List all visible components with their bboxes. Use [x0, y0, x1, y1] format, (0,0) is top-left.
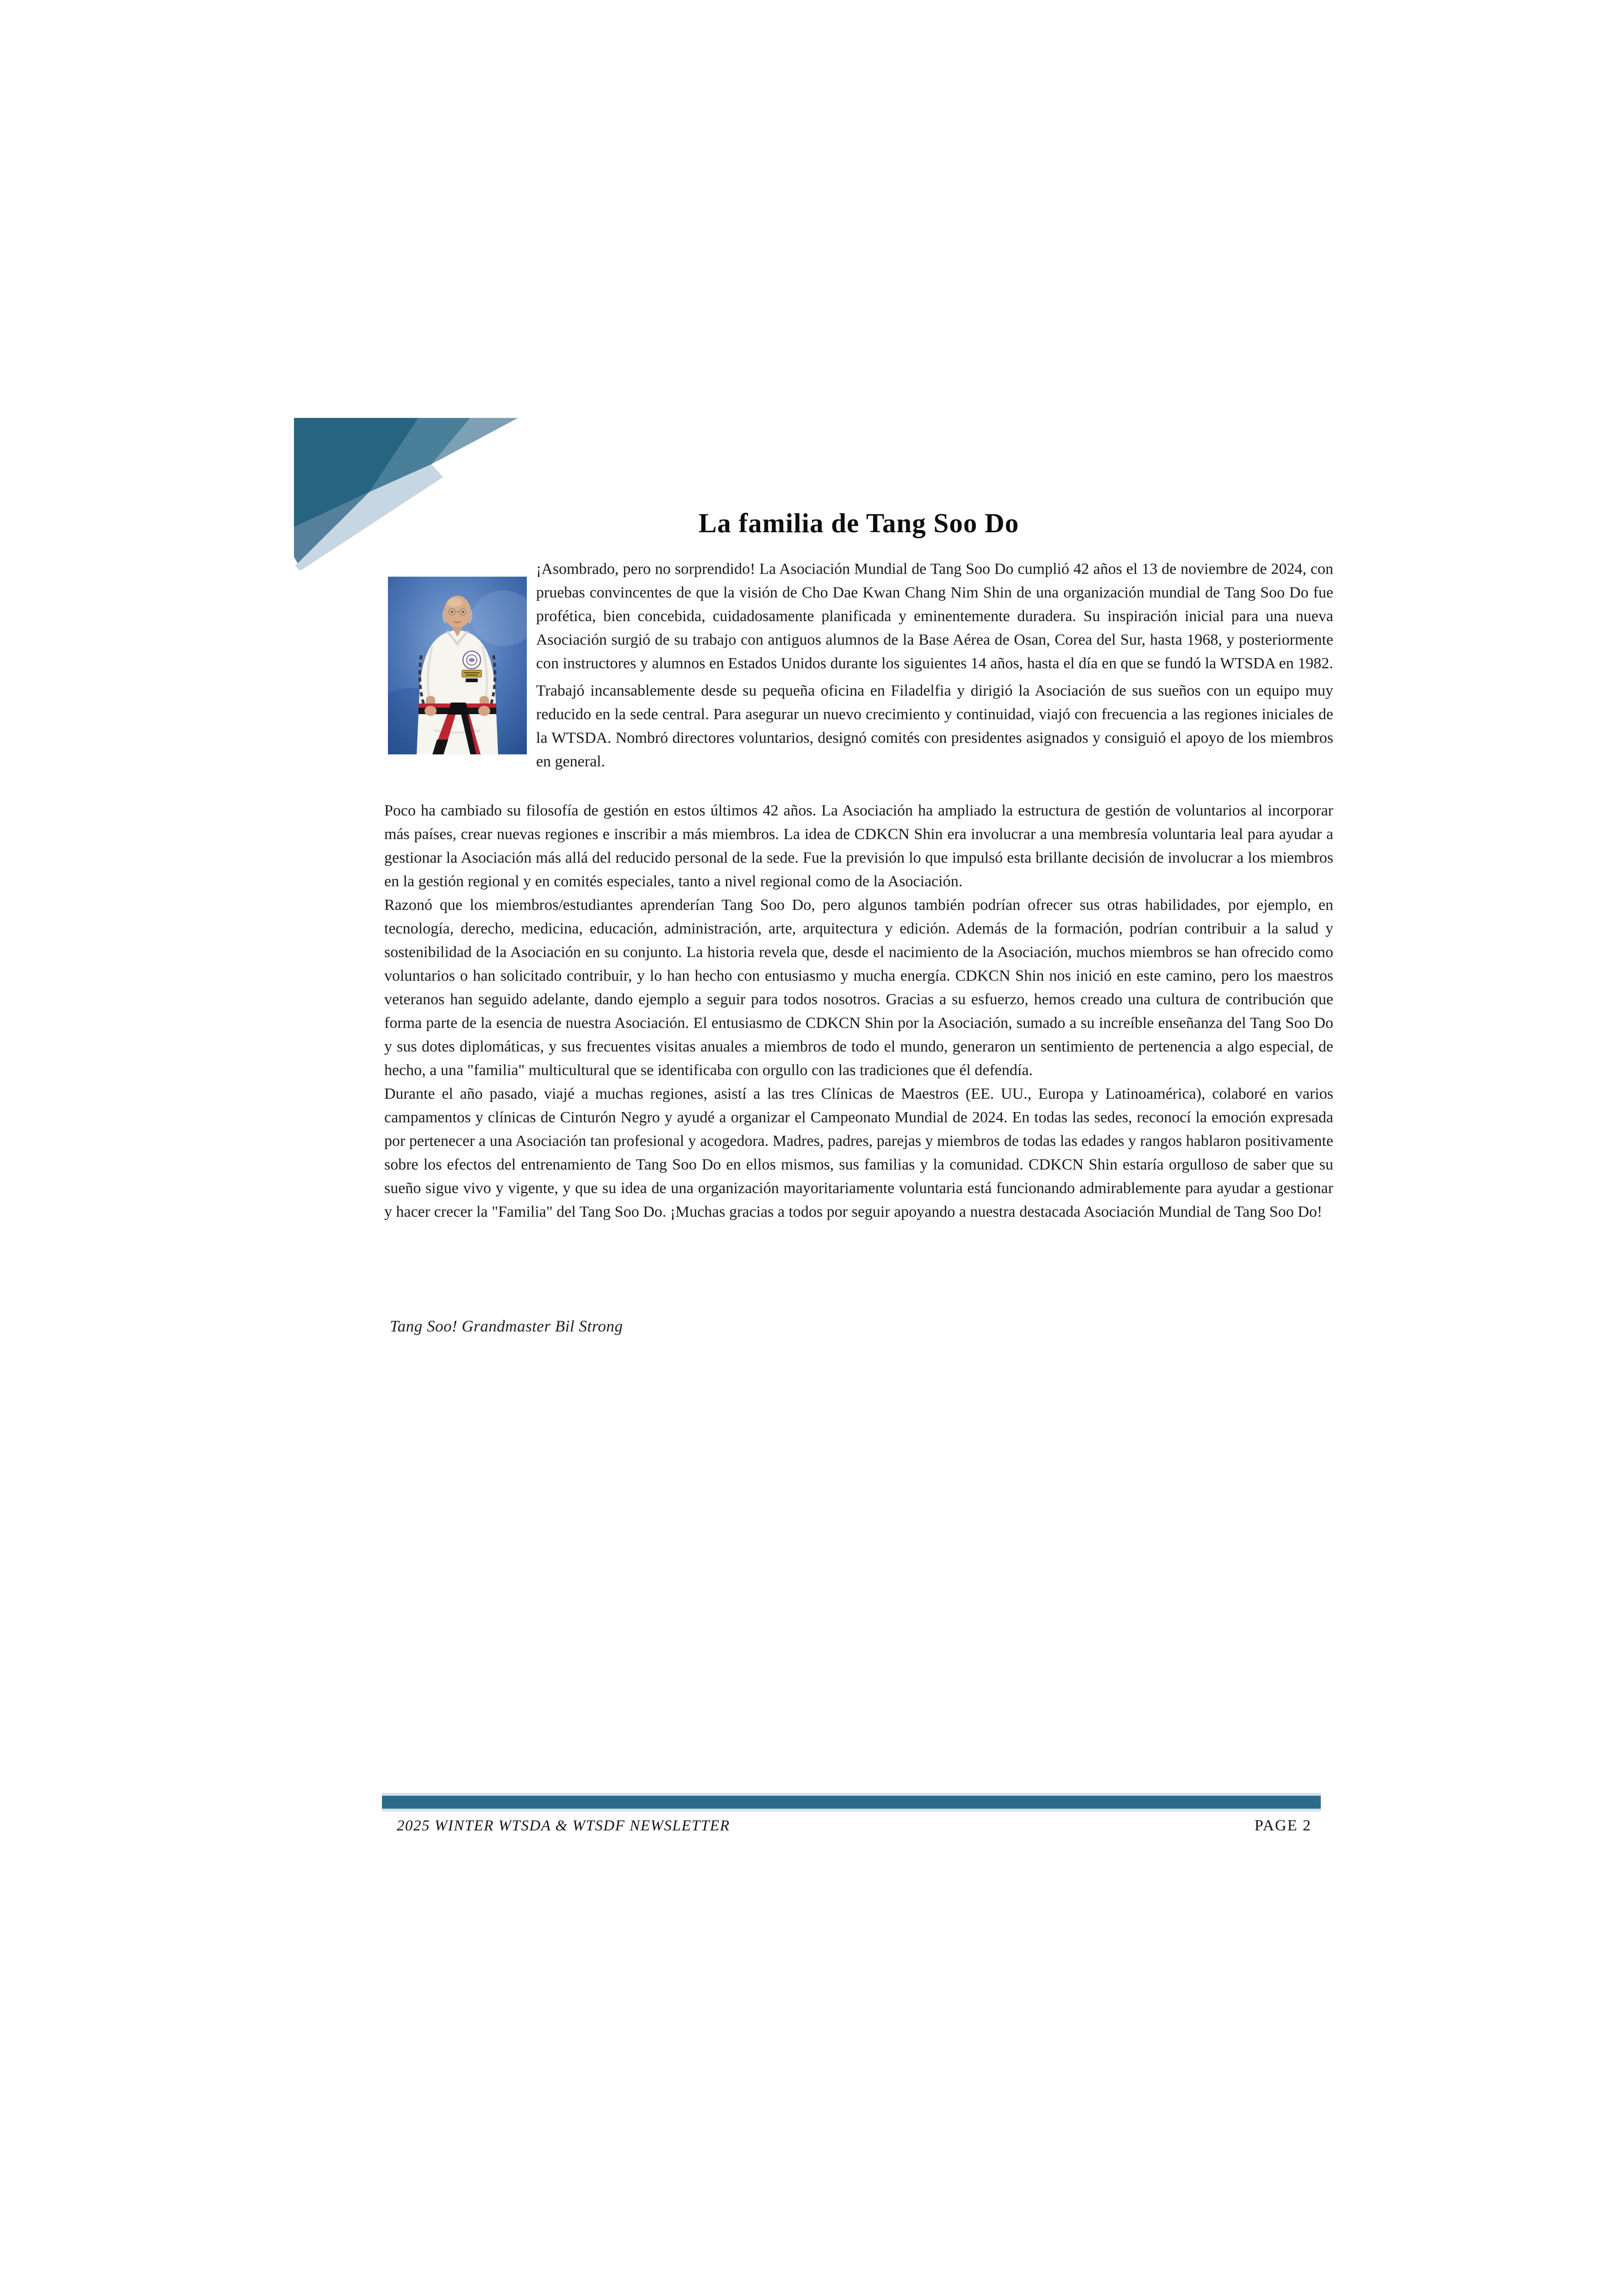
paragraph-intro-1: ¡Asombrado, pero no sorprendido! La Asociación Mundial de Tang Soo Do cumplió 42 años el 13 de noviembre de 2024, con pruebas convincentes de que la visión de Cho Dae Kwan Chang Nim Shin de una organización mundial de Tang Soo Do fue profética, bien concebida, cuidadosamente planificada y eminentemente duradera. Su inspiración inicial para una nueva Asociación surgió de su trabajo con antiguos alumnos de la Base Aérea de Osan, Corea del Sur, hasta 1968, y posteriormente con instructores y alumnos en Estados Unidos durante los siguientes 14 años, hasta el día en que se fundó la WTSDA en 1982. [536, 560, 1333, 672]
footer-newsletter-title: 2025 WINTER WTSDA & WTSDF NEWSLETTER [397, 1817, 730, 1834]
paragraph-body-2: Razonó que los miembros/estudiantes aprenderían Tang Soo Do, pero algunos también podrían ofrecer sus otras habilidades, por ejemplo, en tecnología, derecho, medicina, educación, administración, arte, arquitectura y edición. Además de la formación, podrían contribuir a la salud y sostenibilidad de la Asociación en su conjunto. La historia revela que, desde el nacimiento de la Asociación, muchos miembros se han ofrecido como voluntarios o han solicitado contribuir, y lo han hecho con entusiasmo y mucha energía. CDKCN Shin nos inició en este camino, pero los maestros veteranos han seguido adelante, dando ejemplo a seguir para todos nosotros. Gracias a su esfuerzo, hemos creado una cultura de contribución que forma parte de la esencia de nuestra Asociación. El entusiasmo de CDKCN Shin por la Asociación, sumado a su increíble enseñanza del Tang Soo Do y sus dotes diplomáticas, y sus frecuentes visitas anuales a miembros de todo el mundo, generaron un sentimiento de pertenencia a algo especial, de hecho, a una "familia" multicultural que se identificaba con orgullo con las tradiciones que él defendía. [384, 896, 1333, 1079]
intro-paragraphs [384, 557, 1333, 773]
footer-rule-bottom-edge [382, 1809, 1321, 1811]
article-title: La familia de Tang Soo Do [698, 508, 1019, 538]
paragraph-intro-2: Trabajó incansablemente desde su pequeña oficina en Filadelfia y dirigió la Asociación de sus sueños con un equipo muy reducido en la sede central. Para asegurar un nuevo crecimiento y continuidad, viajó con frecuencia a las regiones iniciales de la WTSDA. Nombró directores voluntarios, designó comités con presidentes asignados y consiguió el apoyo de los miembros en general. [536, 682, 1333, 770]
paragraph-body-3: Durante el año pasado, viajé a muchas regiones, asistí a las tres Clínicas de Maestros (EE. UU., Europa y Latinoamérica), colaboré en varios campamentos y clínicas de Cinturón Negro y ayudé a organizar el Campeonato Mundial de 2024. En todas las sedes, reconocí la emoción expresada por pertenecer a una Asociación tan profesional y acogedora. Madres, padres, parejas y miembros de todas las edades y rangos hablaron positivamente sobre los efectos del entrenamiento de Tang Soo Do en ellos mismos, sus familias y la comunidad. CDKCN Shin estaría orgulloso de saber que su sueño sigue vivo y vigente, y que su idea de una organización mayoritariamente voluntaria está funcionando admirablemente para ayudar a gestionar y hacer crecer la "Familia" del Tang Soo Do. ¡Muchas gracias a todos por seguir apoyando a nuestra destacada Asociación Mundial de Tang Soo Do! [384, 1085, 1333, 1220]
corner-triangles-decoration [294, 418, 518, 571]
footer-rule [382, 1793, 1321, 1811]
footer-page-number: PAGE 2 [1254, 1817, 1312, 1834]
paragraph-body-1: Poco ha cambiado su filosofía de gestión en estos últimos 42 años. La Asociación ha ampliado la estructura de gestión de voluntarios al incorporar más países, crear nuevas regiones e inscribir a más miembros. La idea de CDKCN Shin era involucrar a una membresía voluntaria leal para ayudar a gestionar la Asociación más allá del reducido personal de la sede. Fue la previsión lo que impulsó esta brillante decisión de involucrar a los miembros en la gestión regional y en comités especiales, tanto a nivel regional como de la Asociación. [384, 802, 1333, 890]
footer [397, 1817, 1312, 1835]
signature-line: Tang Soo! Grandmaster Bil Strong [390, 1317, 623, 1335]
footer-rule-bar [382, 1796, 1321, 1809]
body-paragraphs [384, 799, 1333, 1224]
